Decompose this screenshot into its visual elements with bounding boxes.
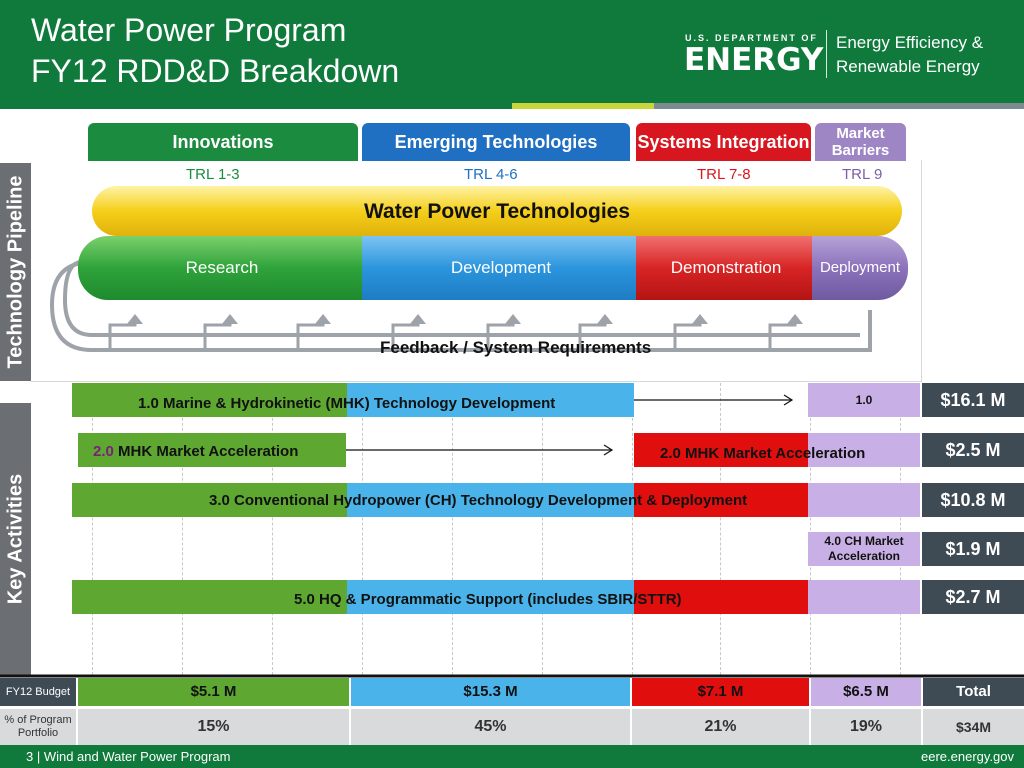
- trl-label-emerging: TRL 4-6: [464, 166, 518, 183]
- budget-total-value: $34M: [923, 709, 1024, 745]
- activity-1-end-label: 1.0: [855, 393, 873, 407]
- phase-tab-market-line-1: Market: [836, 125, 885, 142]
- footer-url: eere.energy.gov: [921, 749, 1014, 764]
- phase-tab-innovations: Innovations: [88, 123, 358, 161]
- percent-emerging: 45%: [351, 709, 630, 745]
- budget-total-header: Total: [923, 678, 1024, 706]
- feedback-label: Feedback / System Requirements: [380, 338, 652, 357]
- side-tab-pipeline-label: Technology Pipeline: [4, 175, 26, 369]
- budget-market: $6.5 M: [811, 678, 921, 706]
- trl-label-innovations: TRL 1-3: [186, 166, 240, 183]
- activity-5-label: 5.0 HQ & Programmatic Support (includes SBIR/STTR): [294, 591, 682, 608]
- table-header-percent-line-1: % of Program: [4, 714, 72, 726]
- doe-logo-text: ENERGY: [684, 42, 824, 78]
- percent-systems: 21%: [632, 709, 809, 745]
- trl-label-market: TRL 9: [842, 166, 883, 183]
- activity-2-amount: $2.5 M: [922, 433, 1024, 467]
- activity-4-amount: $1.9 M: [922, 532, 1024, 566]
- activity-3-amount: $10.8 M: [922, 483, 1024, 517]
- table-header-percent-line-2: Portfolio: [17, 727, 59, 739]
- eere-logo-line-1: Energy Efficiency &: [836, 33, 984, 52]
- activity-4-label-line-2: Acceleration: [827, 549, 901, 563]
- activity-4-label-line-1: 4.0 CH Market: [824, 534, 904, 548]
- eere-logo-line-2: Renewable Energy: [836, 57, 980, 76]
- activity-1-label: 1.0 Marine & Hydrokinetic (MHK) Technology Development: [138, 395, 556, 412]
- stage-demonstration: Demonstration: [636, 236, 816, 300]
- activity-2-number: 2.0: [93, 443, 114, 460]
- slide-title-line-2: FY12 RDD&D Breakdown: [31, 53, 400, 89]
- stage-deployment: Deployment: [812, 236, 908, 300]
- side-tab-activities-label: Key Activities: [4, 473, 26, 605]
- table-header-percent: [0, 709, 76, 745]
- footer-page-label: 3 | Wind and Water Power Program: [26, 749, 231, 764]
- stage-research: Research: [78, 236, 366, 300]
- stage-development: Development: [362, 236, 640, 300]
- budget-emerging: $15.3 M: [351, 678, 630, 706]
- slide-title-line-1: Water Power Program: [31, 12, 347, 48]
- activity-5-amount: $2.7 M: [922, 580, 1024, 614]
- phase-tab-market-line-2: Barriers: [831, 142, 890, 159]
- doe-logo-small-text: U.S. DEPARTMENT OF: [685, 33, 818, 43]
- activity-2-label-right: 2.0 MHK Market Acceleration: [660, 445, 866, 462]
- percent-innovations: 15%: [78, 709, 349, 745]
- activity-1-amount: $16.1 M: [922, 383, 1024, 417]
- phase-tab-systems: Systems Integration: [636, 123, 811, 161]
- water-power-technologies-label: Water Power Technologies: [363, 200, 631, 223]
- trl-label-systems: TRL 7-8: [697, 166, 751, 183]
- percent-market: 19%: [811, 709, 921, 745]
- activity-2-name: MHK Market Acceleration: [113, 443, 299, 460]
- footer-bar: [0, 745, 1024, 768]
- table-header-budget: FY12 Budget: [0, 678, 76, 706]
- activity-3-label: 3.0 Conventional Hydropower (CH) Technology Development & Deployment: [209, 492, 748, 509]
- budget-systems: $7.1 M: [632, 678, 809, 706]
- phase-tab-emerging: Emerging Technologies: [362, 123, 630, 161]
- budget-innovations: $5.1 M: [78, 678, 349, 706]
